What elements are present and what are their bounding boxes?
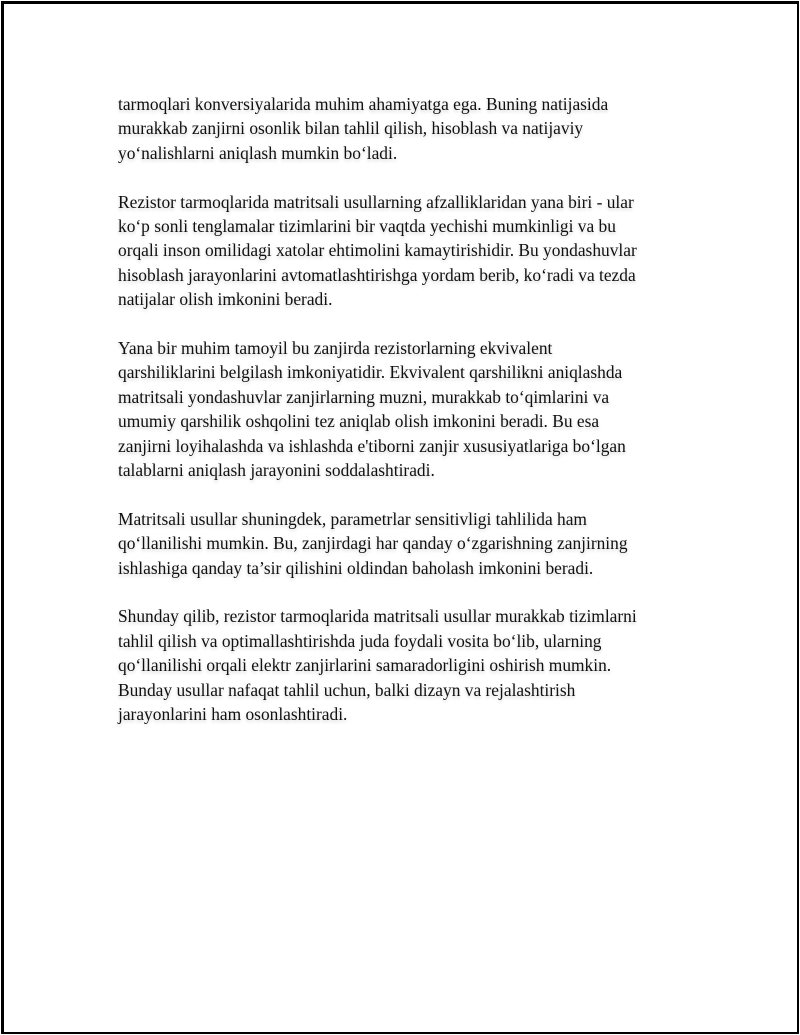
text-line: hisoblash jarayonlarini avtomatlashtirishga yordam berib, ko‘radi va tezda <box>118 264 636 285</box>
text-line: tarmoqlari konversiyalarida muhim ahamiyatga ega. Buning natijasida <box>118 94 609 114</box>
paragraph-1 <box>118 92 698 165</box>
paragraph-4 <box>118 507 698 580</box>
text-line: orqali inson omilidagi xatolar ehtimolini kamaytirishidir. Bu yondashuvlar <box>118 240 637 261</box>
paragraph-2 <box>118 190 698 312</box>
text-line: Yana bir muhim tamoyil bu zanjirda rezistorlarning ekvivalent <box>118 338 553 359</box>
document-body <box>118 92 698 751</box>
text-line: Rezistor tarmoqlarida matritsali usullarning afzalliklaridan yana biri - ular <box>118 191 634 212</box>
text-line: Matritsali usullar shuningdek, parametrlar sensitivligi tahlilida ham <box>118 508 587 529</box>
text-line: jarayonlarini ham osonlashtiradi. <box>118 704 348 725</box>
text-line: qarshiliklarini belgilash imkoniyatidir. Ekvivalent qarshilikni aniqlashda <box>118 362 623 383</box>
text-line: tahlil qilish va optimallashtirishda juda foydali vosita bo‘lib, ularning <box>118 630 602 651</box>
text-line: qo‘llanilishi mumkin. Bu, zanjirdagi har qanday o‘zgarishning zanjirning <box>118 533 628 554</box>
text-line: zanjirni loyihalashda va ishlashda e'tiborni zanjir xususiyatlariga bo‘lgan <box>118 435 626 456</box>
text-line: natijalar olish imkonini beradi. <box>118 289 333 310</box>
text-line: ishlashiga qanday ta’sir qilishini oldindan baholash imkonini beradi. <box>118 557 594 578</box>
paragraph-3 <box>118 336 698 482</box>
text-line: talablarni aniqlash jarayonini soddalashtiradi. <box>118 460 435 481</box>
text-line: qo‘llanilishi orqali elektr zanjirlarini samaradorligini oshirish mumkin. <box>118 655 612 676</box>
text-line: umumiy qarshilik oshqolini tez aniqlab olish imkonini beradi. Bu esa <box>118 411 600 432</box>
text-line: Bunday usullar nafaqat tahlil uchun, balki dizayn va rejalashtirish <box>118 679 576 700</box>
text-line: Shunday qilib, rezistor tarmoqlarida matritsali usullar murakkab tizimlarni <box>118 606 637 627</box>
paragraph-5 <box>118 604 698 726</box>
text-line: yo‘nalishlarni aniqlash mumkin bo‘ladi. <box>118 142 398 163</box>
text-line: murakkab zanjirni osonlik bilan tahlil qilish, hisoblash va natijaviy <box>118 118 584 139</box>
text-line: matritsali yondashuvlar zanjirlarning muzni, murakkab to‘qimlarini va <box>118 386 610 407</box>
text-line: ko‘p sonli tenglamalar tizimlarini bir vaqtda yechishi mumkinligi va bu <box>118 216 616 237</box>
